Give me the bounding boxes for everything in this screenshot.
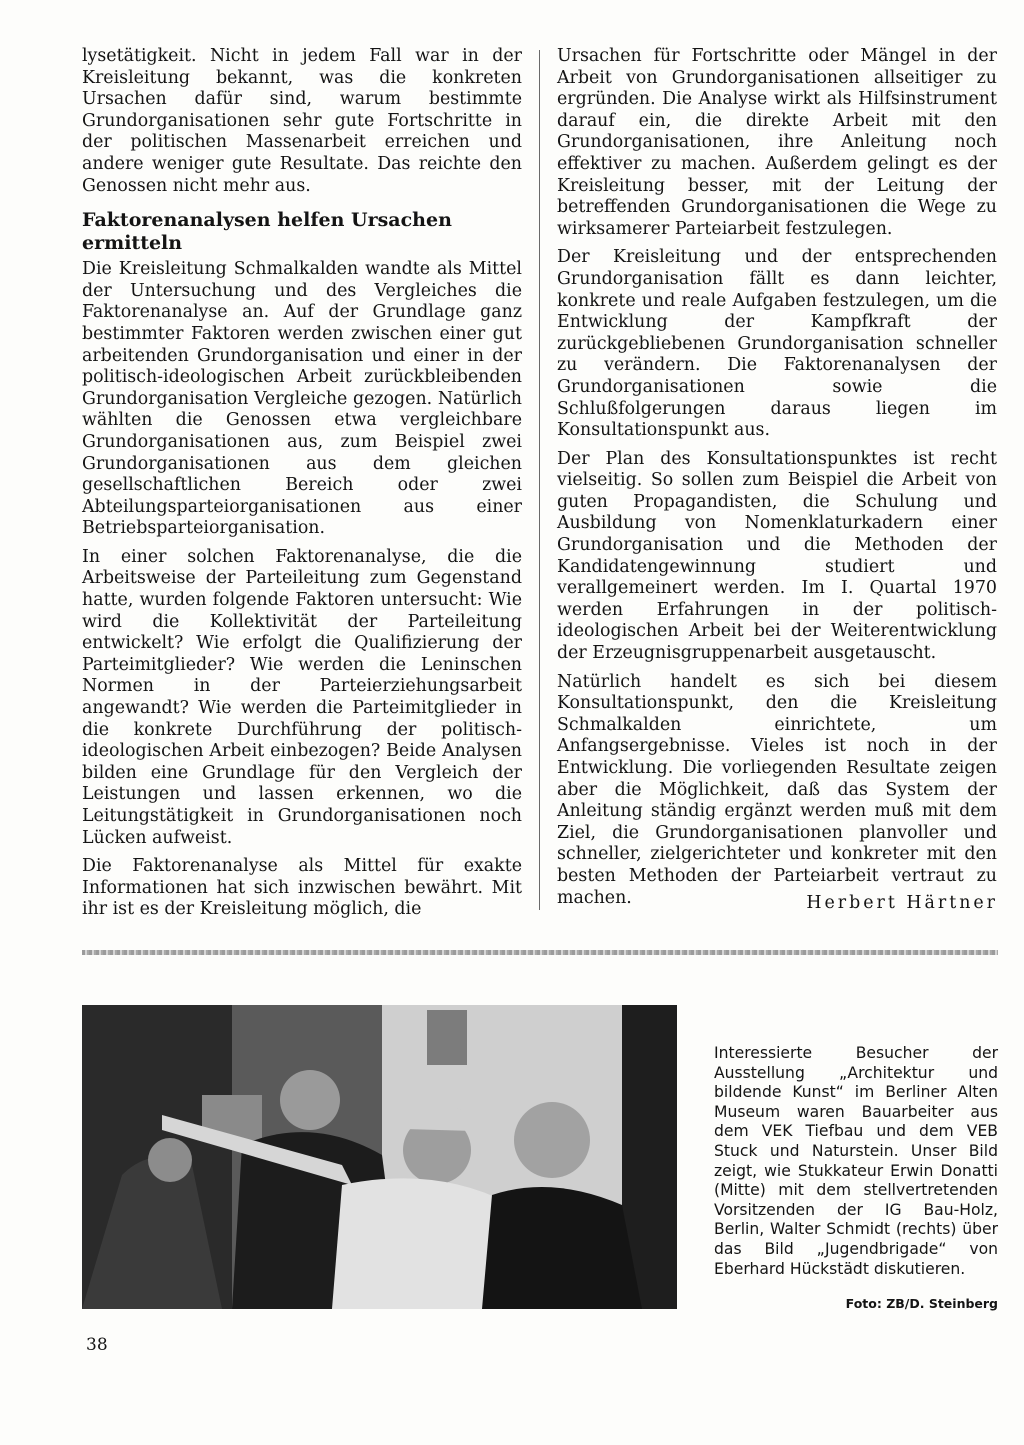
photo-illustration xyxy=(82,1005,677,1309)
paragraph: Ursachen für Fortschritte oder Mängel in der Arbeit von Grundorganisationen allseitiger zu ergründen. Die Analyse wirkt als Hilfsinstrument darauf ein, die direkte Arbeit mit den Grundorganisationen, ihre Anleitung noch effektiver zu machen. Außerdem gelingt es der Kreisleitung besser, mit der Leitung der betreffenden Grundorganisationen die Wege zu wirksamerer Parteiarbeit festzulegen. xyxy=(557,46,997,239)
photo-credit: Foto: ZB/D. Steinberg xyxy=(845,1296,998,1311)
paragraph: Die Faktorenanalyse als Mittel für exakte Informationen hat sich inzwischen bewährt. Mit ihr ist es der Kreisleitung möglich, die xyxy=(82,856,522,920)
author-byline: Herbert Härtner xyxy=(806,893,998,913)
left-column xyxy=(82,46,522,928)
paragraph: Der Kreisleitung und der entsprechenden Grundorganisation fällt es dann leichter, konkrete und reale Aufgaben festzulegen, um die Entwicklung der Kampfkraft der zurückgebliebenen Grundorganisation schneller zu verändern. Die Faktorenanalysen der Grundorganisationen sowie die Schlußfolgerungen daraus liegen im Konsultationspunkt aus. xyxy=(557,247,997,441)
news-photo xyxy=(82,1005,677,1309)
paragraph: Der Plan des Konsultationspunktes ist recht vielseitig. So sollen zum Beispiel die Arbeit von guten Propagandisten, die Schulung und Ausbildung von Nomenklaturkadern einer Grundorganisation und die Methoden der Kandidatengewinnung studiert und verallgemeinert werden. Im I. Quartal 1970 werden Erfahrungen in der politisch-ideologischen Arbeit bei der Weiterentwicklung der Erzeugnisgruppenarbeit ausgetauscht. xyxy=(557,448,997,664)
right-column xyxy=(557,46,997,916)
halftone-divider xyxy=(82,950,998,955)
section-heading: Faktorenanalysen helfen Ursachen ermitteln xyxy=(82,209,452,255)
paragraph: Die Kreisleitung Schmalkalden wandte als Mittel der Untersuchung und des Vergleiches die Faktorenanalyse an. Auf der Grundlage ganz bestimmter Faktoren werden zwischen einer gut arbeitenden Grundorganisation und einer in der politisch-ideologischen Arbeit zurückbleibenden Grundorganisation Vergleiche gezogen. Natürlich wählten die Genossen etwa vergleichbare Grundorganisationen aus, zum Beispiel zwei Grundorganisationen aus dem gleichen gesellschaftlichen Bereich oder zwei Abteilungsparteiorganisationen aus einer Betriebsparteiorganisation. xyxy=(82,259,522,539)
photo-caption: Interessierte Besucher der Ausstellung „Architektur und bildende Kunst“ im Berliner Alten Museum waren Bauarbeiter aus dem VEK Tiefbau und dem VEB Stuck und Naturstein. Unser Bild zeigt, wie Stukkateur Erwin Donatti (Mitte) mit dem stellvertretenden Vorsitzenden der IG Bau-Holz, Berlin, Walter Schmidt (rechts) über das Bild „Jugendbrigade“ von Eberhard Hückstädt diskutieren. xyxy=(714,1044,998,1278)
paragraph: lysetätigkeit. Nicht in jedem Fall war in der Kreisleitung bekannt, was die konkreten Ursachen dafür sind, warum bestimmte Grundorganisationen sehr gute Fortschritte in der politischen Massenarbeit erreichen und andere weniger gute Resultate. Das reichte den Genossen nicht mehr aus. xyxy=(82,46,522,196)
page-number: 38 xyxy=(86,1335,108,1355)
paragraph: Natürlich handelt es sich bei diesem Konsultationspunkt, den die Kreisleitung Schmalkalden einrichtete, um Anfangsergebnisse. Vieles ist noch in der Entwicklung. Die vorliegenden Resultate zeigen aber die Möglichkeit, daß das System der Anleitung ständig ergänzt werden muß mit dem Ziel, die Grundorganisationen planvoller und schneller, zielgerichteter und konkreter mit den besten Methoden der Parteiarbeit vertraut zu machen. xyxy=(557,671,997,908)
column-divider xyxy=(539,50,540,910)
paragraph: In einer solchen Faktorenanalyse, die die Arbeitsweise der Parteileitung zum Gegenstand hatte, wurden folgende Faktoren untersucht: Wie wird die Kollektivität der Parteileitung entwickelt? Wie erfolgt die Qualifizierung der Parteimitglieder? Wie werden die Leninschen Normen in der Parteierziehungsarbeit angewandt? Wie werden die Parteimitglieder in die konkrete Durchführung der politisch-ideologischen Arbeit einbezogen? Beide Analysen bilden eine Grundlage für den Vergleich der Leistungen und lassen erkennen, wo die Leitungstätigkeit in Grundorganisationen noch Lücken aufweist. xyxy=(82,546,522,848)
